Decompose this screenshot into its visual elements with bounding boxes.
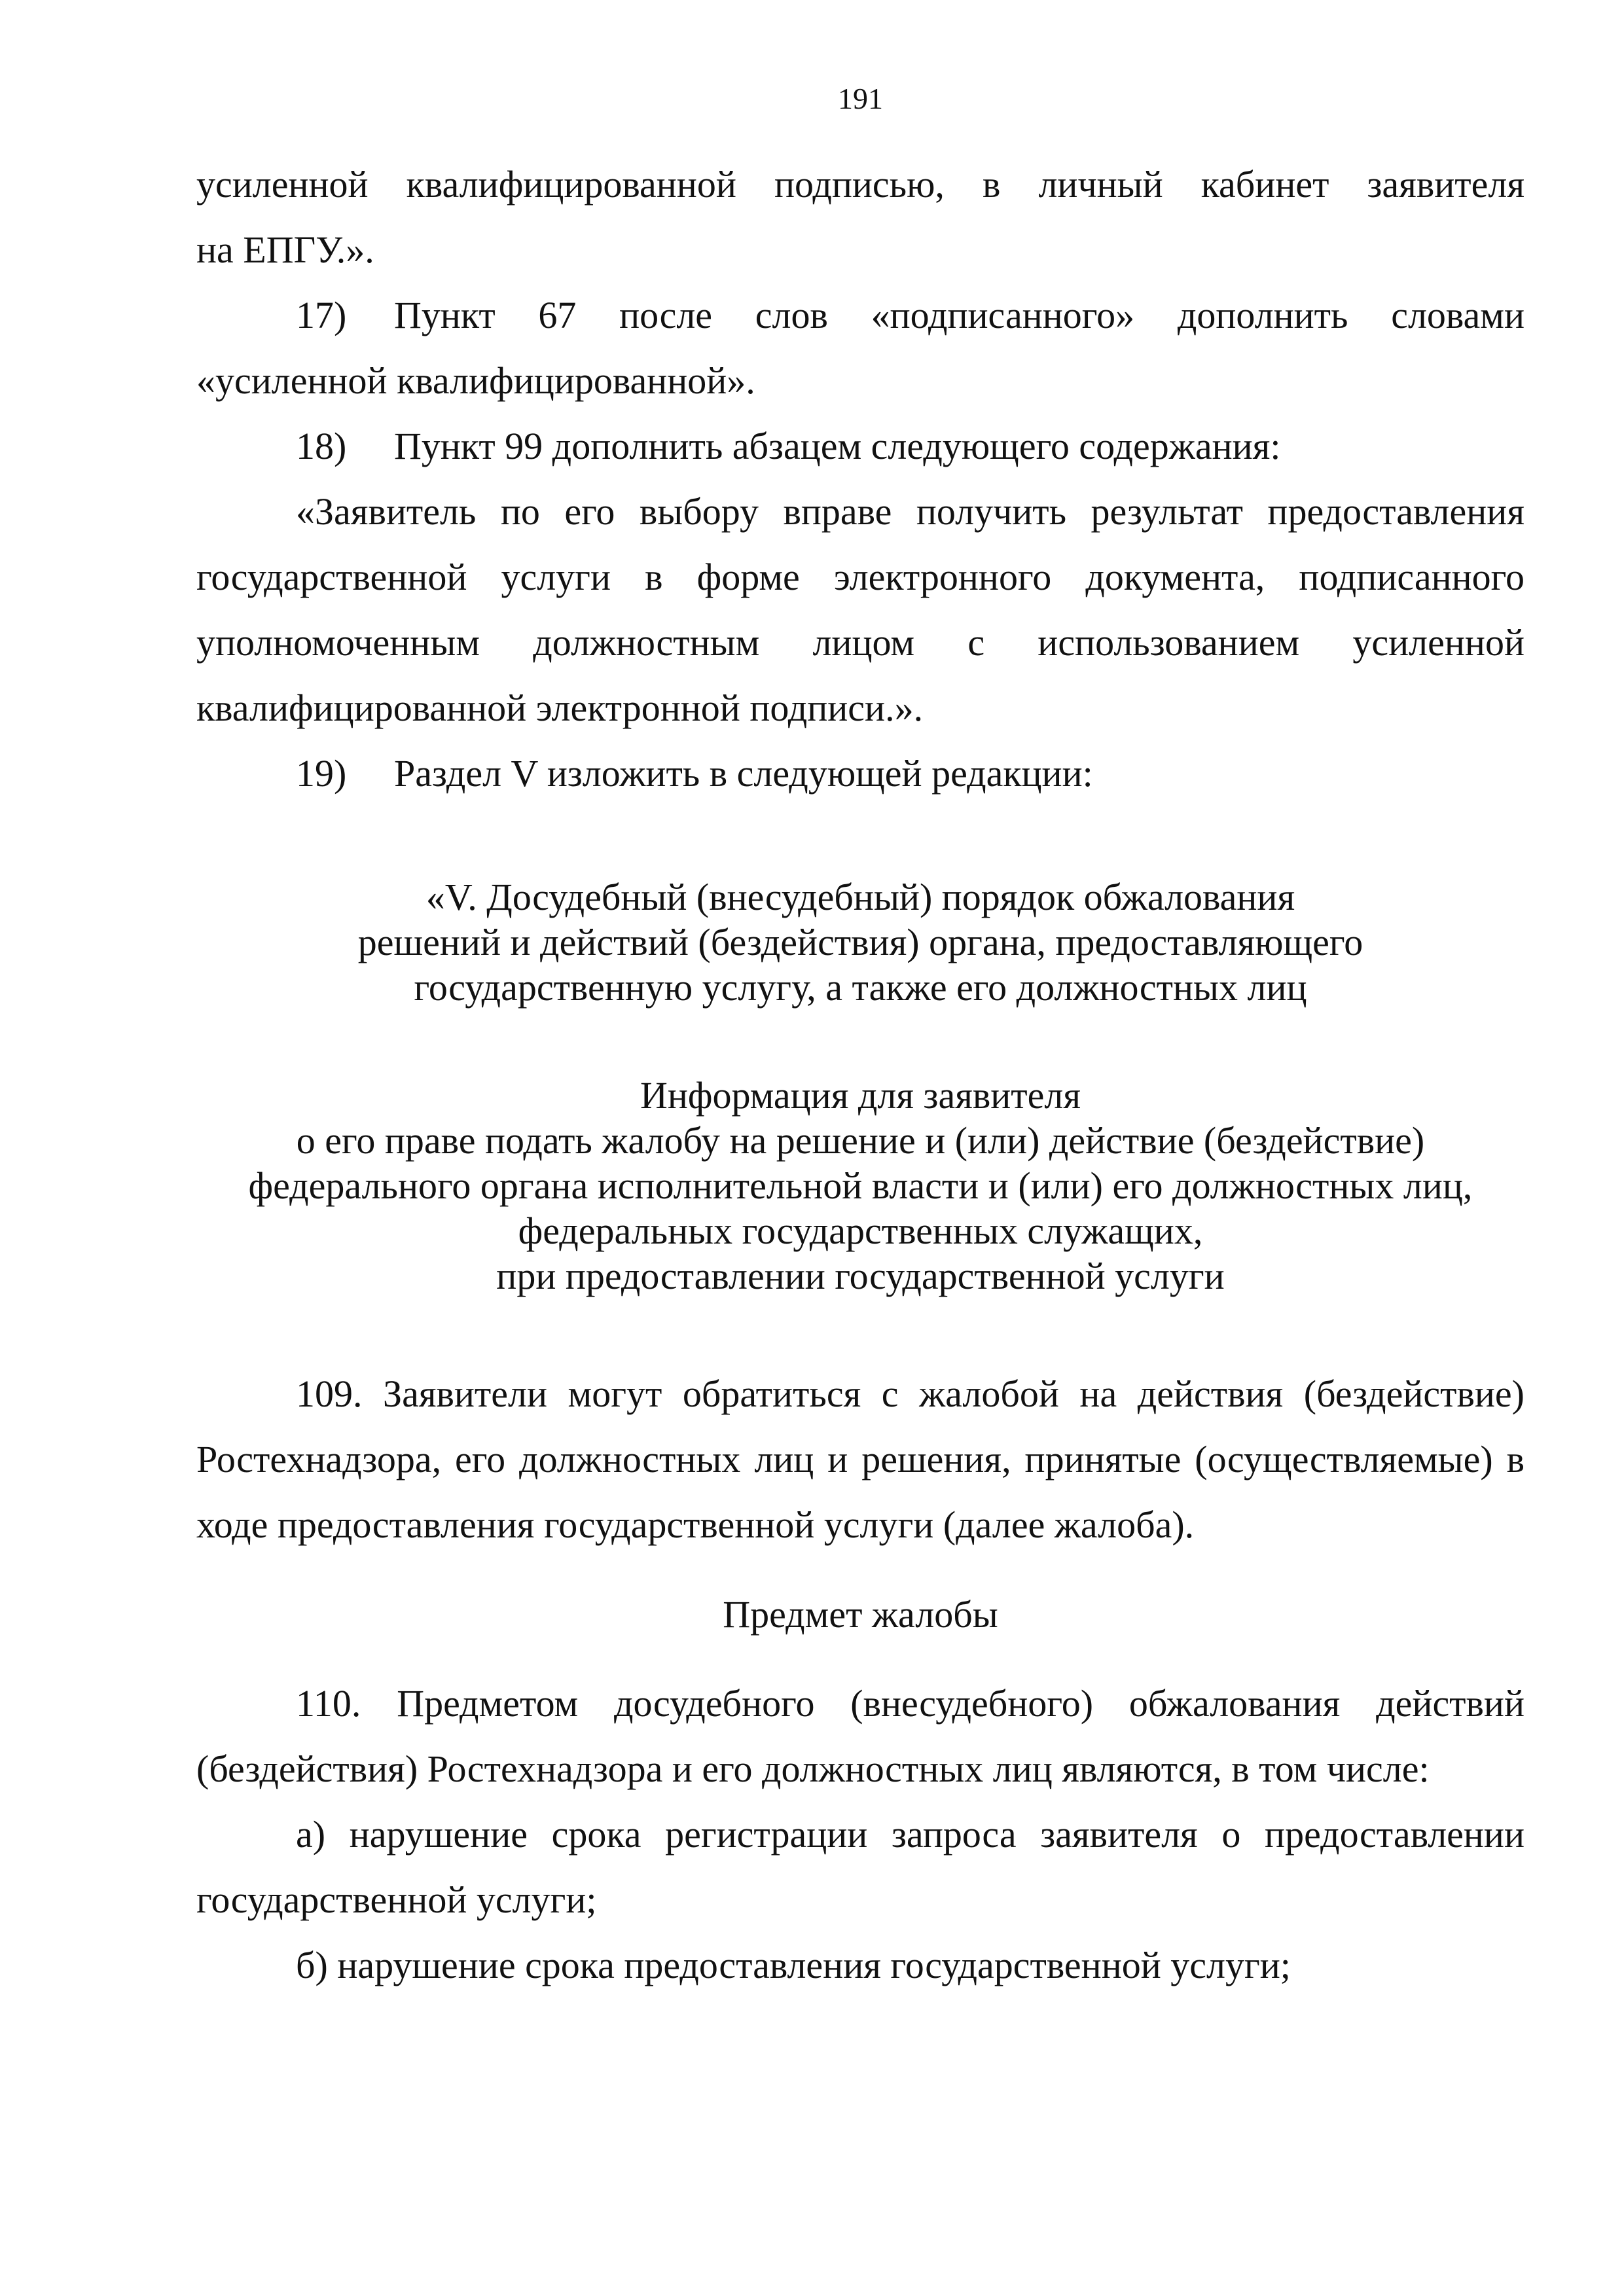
paragraph-item-17 [196, 283, 1525, 348]
paragraph-109: 109. Заявители могут обратиться с жалобой на действия (бездействие) Ростехнадзора, его должностных лиц и решения, принятые (осуществляемые) в ходе предоставления государственной услуги (далее жалоба). [196, 1372, 1525, 1546]
item-18-text: Пункт 99 дополнить абзацем следующего содержания: [394, 425, 1281, 467]
paragraph-item-17-line2: «усиленной квалифицированной». [196, 359, 755, 402]
page-number: 191 [838, 82, 883, 115]
paragraph-quote: «Заявитель по его выбору вправе получить результат предоставления государственной услуги в форме электронного документа, подписанного уполномоченным должностным лицом с использованием усиленной квалифицированной электронной подписи.». [196, 490, 1525, 729]
info-heading-line4: федеральных государственных служащих, [518, 1210, 1203, 1252]
section-heading-line1: «V. Досудебный (внесудебный) порядок обжалования [425, 876, 1295, 918]
info-heading-line2: о его праве подать жалобу на решение и (или) действие (бездействие) [296, 1119, 1425, 1162]
paragraph-item-18 [196, 414, 1525, 479]
section-heading-line2: решений и действий (бездействия) органа, предоставляющего [357, 921, 1363, 963]
spacer [196, 1299, 1525, 1361]
section-heading-line3: государственную услугу, а также его должностных лиц [414, 966, 1307, 1009]
list-item-b: б) нарушение срока предоставления государственной услуги; [296, 1944, 1291, 1986]
subject-heading [196, 1592, 1525, 1637]
info-heading-line5: при предоставлении государственной услуги [496, 1255, 1225, 1297]
spacer [196, 806, 1525, 874]
spacer [196, 1637, 1525, 1671]
subject-heading-text: Предмет жалобы [723, 1593, 998, 1636]
info-heading [196, 1073, 1525, 1299]
list-item-a: а) нарушение срока регистрации запроса заявителя о предоставлении государственной услуги; [196, 1813, 1525, 1921]
item-17-number: 17) [296, 294, 347, 336]
item-17-text: Пункт 67 после слов «подписанного» дополнить словами [394, 294, 1525, 336]
spacer [196, 1558, 1525, 1592]
info-heading-line3: федерального органа исполнительной власти и (или) его должностных лиц, [248, 1164, 1473, 1207]
paragraph-item-19 [196, 741, 1525, 806]
info-heading-line1: Информация для заявителя [640, 1074, 1081, 1117]
item-19-text: Раздел V изложить в следующей редакции: [394, 752, 1093, 795]
section-heading [196, 874, 1525, 1010]
item-18-number: 18) [296, 425, 347, 467]
paragraph-continuation-line2: на ЕПГУ.». [196, 228, 374, 271]
spacer [196, 1010, 1525, 1073]
paragraph-continuation-line1: усиленной квалифицированной подписью, в личный кабинет заявителя [196, 163, 1525, 206]
item-19-number: 19) [296, 752, 347, 795]
paragraph-110: 110. Предметом досудебного (внесудебного) обжалования действий (бездействия) Ростехнадзора и его должностных лиц являются, в том числе: [196, 1682, 1525, 1790]
